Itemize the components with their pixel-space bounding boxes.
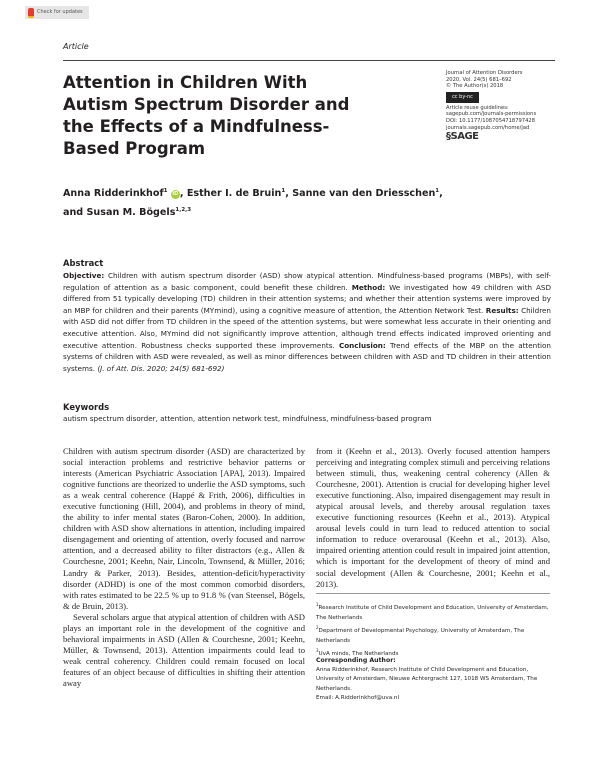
article-type-label: Article	[63, 42, 89, 51]
doi[interactable]: DOI: 10.1177/1087054718797428	[446, 117, 536, 124]
affiliation: $^3$UvA minds, The Netherlands	[316, 647, 399, 657]
corresponding-heading: Corresponding Author:	[316, 657, 396, 664]
paper-title: Attention in Children With Autism Spectrum Disorder and the Effects of a Mindfulness-Based Program	[63, 73, 350, 158]
corresponding-email[interactable]: Email: A.Ridderinkhof@uva.nl	[316, 695, 400, 702]
footnote-rule	[316, 593, 550, 594]
journal-home-link[interactable]: journals.sagepub.com/home/jad	[446, 124, 530, 131]
author-list: Anna Ridderinkhof$^1$ iD , Esther I. de Bruin$^1$, Sanne van den Driesschen$^1$, and Susan M. Bögels$^{1,2,3}$	[63, 188, 443, 219]
corresponding-address: Anna Ridderinkhof, Research Institute of Child Development and Education, University of Amsterdam, Nieuwe Achtergracht 127, 1018 WS Amsterdam, The Netherlands.	[316, 666, 538, 692]
header-rule	[63, 60, 555, 61]
body-paragraph: Children with autism spectrum disorder (ASD) are characterized by social interaction problems and restrictive behavior patterns or interests (American Psychiatric Association [APA], 2013). Impaired cognitive functions are theorized to underlie the ASD symptoms, such as a weak central coherence (Happé & Frith, 2006), difficulties in executive functioning (Hill, 2004), and problems in theory of mind, the ability to infer mental states (Baron-Cohen, 2000). In addition, children with ASD show alternations in attention, including impaired disengagement and orienting of attention, overly focused and narrow attention, and a decreased ability to filter distractors (e.g., Allen & Courchesne, 2001; Keehn, Nair, Lincoln, Townsend, & Müller, 2016; Landry & Parker, 2013). Besides, attention-deficit/hyperactivity disorder (ADHD) is one of the most common comorbid disorders, with rates estimated to be 22.5 % up to 91.8 % (van Steensel, Bögels, & de Bruin, 2013).	[63, 446, 305, 611]
affiliation: $^2$Department of Developmental Psychology, University of Amsterdam, The Netherlands	[316, 624, 525, 644]
body-paragraph: from it (Keehn et al., 2013). Overly focused attention hampers perceiving and integrating complex stimuli and perceiving relations between stimuli, thus, weakening central coherency (Allen & Courchesne, 2001). Attention is crucial for developing higher level executive functioning. Also, impaired disengagement may result in atypical arousal levels, and thereby arousal regulation taxes executive functioning resources (Keehn et al., 2013). Atypical arousal levels could in turn lead to reduced attention to social information to reduce overarousal (Keehn et al., 2013). Also, impaired orienting attention could result in impaired joint attention, which is important for the development of theory of mind and social development (Allen & Courchesne, 2001; Keehn et al., 2013).	[316, 446, 550, 589]
crossmark-icon	[28, 8, 34, 18]
check-for-updates-button[interactable]: Check for updates	[25, 6, 89, 19]
body-right-column	[316, 446, 550, 590]
sage-logo: §SAGE	[446, 131, 479, 143]
body-paragraph: Several scholars argue that atypical attention of children with ASD plays an important role in the development of the cognitive and behavioral impairments in ASD (Allen & Courchesne, 2001; Keehn, Müller, & Townsend, 2013). Attention impairments could lead to weak central coherency. Children could remain focused on local features of an object because of difficulties in shifting their attention away	[63, 611, 305, 688]
cc-license-icon: cc by-nc	[446, 92, 479, 103]
affiliations	[316, 600, 550, 659]
keywords-text: autism spectrum disorder, attention, attention network test, mindfulness, mindfulness-based program	[63, 414, 432, 423]
journal-volume: 2020, Vol. 24(5) 681–692	[446, 76, 512, 83]
orcid-icon[interactable]: iD	[172, 191, 179, 198]
body-left-column	[63, 446, 305, 689]
affiliation: $^1$Research Institute of Child Development and Education, University of Amsterdam, The Netherlands	[316, 602, 549, 621]
permissions-link[interactable]: sagepub.com/journals-permissions	[446, 111, 537, 118]
reuse-label: Article reuse guidelines:	[446, 104, 509, 111]
abstract-text: Objective: Children with autism spectrum disorder (ASD) show atypical attention. Mindfulness-based programs (MBPs), with self-regulation of attention as a basic component, could benefit these children. Method: We investigated how 49 children with ASD differed from 51 typically developing (TD) children in their attention systems; and whether their attention systems were improved by an MBP for children and their parents (MYmind), using a cognitive measure of attention, the Attention Network Test. Results: Children with ASD did not differ from TD children in the speed of the attention systems, but were somewhat less accurate in their orienting and executive attention. Also, MYmind did not significantly improve attention, although trend effects indicated improved orienting and executive attention. Robustness checks supported these improvements. Conclusion: Trend effects of the MBP on the attention systems of children with ASD were revealed, as well as minor differences between children with ASD and TD children in their attention systems. (J. of Att. Dis. 2020; 24(5) 681-692)	[63, 271, 551, 373]
keywords-heading: Keywords	[63, 402, 110, 412]
copyright: © The Author(s) 2018	[446, 83, 504, 90]
journal-meta	[446, 70, 536, 143]
abstract-heading: Abstract	[63, 258, 104, 268]
corresponding-author	[316, 656, 550, 704]
journal-name: Journal of Attention Disorders	[446, 70, 523, 76]
